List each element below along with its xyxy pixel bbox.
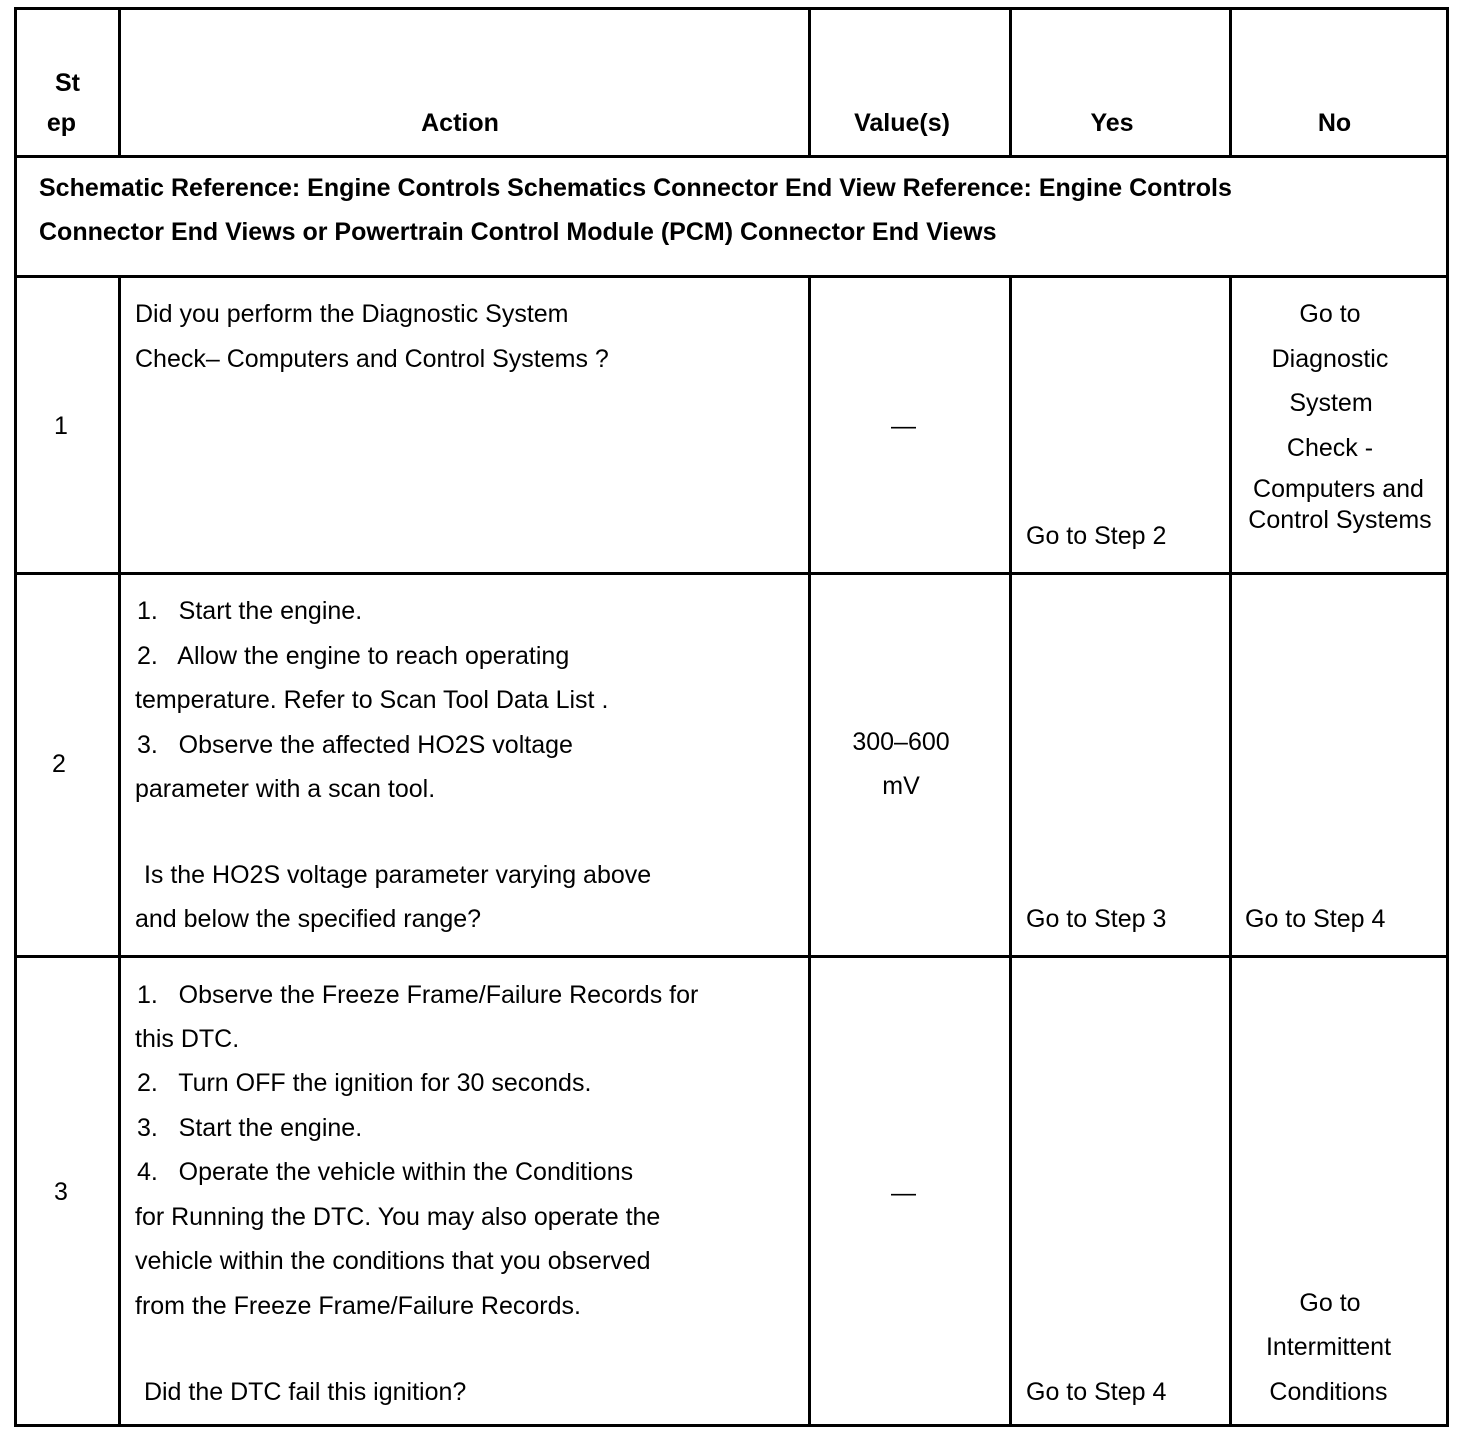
row-2-value-line-1: 300–600 <box>852 728 950 756</box>
header-action: Action <box>421 109 499 137</box>
row-1-no-line-1: Go to <box>1299 300 1361 328</box>
row-3-action-line-4: 3. Start the engine. <box>137 1114 363 1142</box>
row-1-step: 1 <box>54 412 68 440</box>
row-1-value: — <box>891 412 916 440</box>
row-3-action-line-9: Did the DTC fail this ignition? <box>137 1378 467 1406</box>
row-3-no-line-2: Intermittent <box>1265 1333 1392 1361</box>
row-1-no-line-5: Computers and <box>1253 475 1424 503</box>
row-2-step: 2 <box>52 750 66 778</box>
header-step-line-2: ep <box>46 109 77 137</box>
diagnostic-table <box>14 7 1449 1427</box>
value-column-divider-body <box>1009 275 1012 1424</box>
row-1-no-line-4: Check - <box>1286 434 1374 462</box>
header-values: Value(s) <box>854 109 950 137</box>
row-2-action-line-3: temperature. Refer to Scan Tool Data List . <box>135 686 609 714</box>
row-3-action-line-1: 1. Observe the Freeze Frame/Failure Records for <box>137 981 699 1009</box>
schematic-reference-line-2: Connector End Views or Powertrain Control Module (PCM) Connector End Views <box>39 218 997 246</box>
row-1-yes: Go to Step 2 <box>1026 522 1167 550</box>
step-column-divider-body <box>118 275 121 1424</box>
header-divider <box>17 155 1446 158</box>
row-3-action-line-7: vehicle within the conditions that you observed <box>135 1247 651 1275</box>
row-3-action-line-8: from the Freeze Frame/Failure Records. <box>135 1292 581 1320</box>
schematic-reference-line-1: Schematic Reference: Engine Controls Schematics Connector End View Reference: Engine Controls <box>39 174 1232 202</box>
header-no: No <box>1317 109 1352 137</box>
row-2-action-line-1: 1. Start the engine. <box>137 597 363 625</box>
row-3-action-line-2: this DTC. <box>135 1025 240 1053</box>
row-3-action-line-3: 2. Turn OFF the ignition for 30 seconds. <box>137 1069 592 1097</box>
row-3-value: — <box>891 1179 916 1207</box>
row-2-action-line-7: and below the specified range? <box>135 905 482 933</box>
row-1-no-line-6: Control Systems <box>1248 506 1432 534</box>
row-1-action-line-2: Check– Computers and Control Systems ? <box>135 345 609 373</box>
row-2-action-line-4: 3. Observe the affected HO2S voltage <box>137 731 573 759</box>
row-2-no: Go to Step 4 <box>1245 905 1386 933</box>
row-3-step: 3 <box>54 1178 68 1206</box>
row-2-action-line-5: parameter with a scan tool. <box>135 775 436 803</box>
row-2-value-line-2: mV <box>882 772 920 800</box>
row-1-no-line-2: Diagnostic <box>1271 345 1389 373</box>
row-3-yes: Go to Step 4 <box>1026 1378 1167 1406</box>
row-2-action-line-6: Is the HO2S voltage parameter varying above <box>137 861 652 889</box>
row-2-yes: Go to Step 3 <box>1026 905 1167 933</box>
row-3-action-line-6: for Running the DTC. You may also operate the <box>135 1203 661 1231</box>
row-1-action-line-1: Did you perform the Diagnostic System <box>135 300 569 328</box>
row-3-no-line-1: Go to <box>1299 1289 1361 1317</box>
row-1-no-line-3: System <box>1289 389 1373 417</box>
row-3-action-line-5: 4. Operate the vehicle within the Conditions <box>137 1158 634 1186</box>
row-3-no-line-3: Conditions <box>1269 1378 1388 1406</box>
header-yes: Yes <box>1090 109 1134 137</box>
header-step-line-1: St <box>55 69 80 97</box>
row-2-action-line-2: 2. Allow the engine to reach operating <box>137 642 570 670</box>
